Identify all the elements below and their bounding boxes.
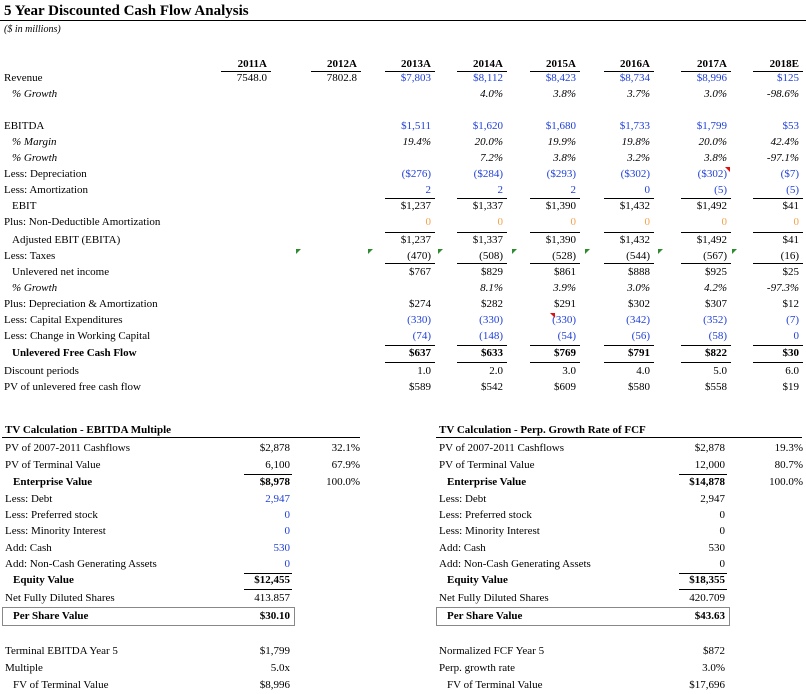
cell-value: 2: [425, 184, 431, 196]
tv-row-value: 12,000: [694, 459, 725, 471]
cell-value: 6.0: [785, 365, 799, 377]
ufcf-rule-bottom: [530, 362, 580, 363]
year-header: 2014A: [473, 58, 503, 70]
net-income-rule: [681, 263, 731, 264]
cell-value: 0: [570, 216, 576, 228]
tv-row-value: 0: [719, 509, 725, 521]
ufcf-rule-bottom: [457, 362, 507, 363]
ebita-rule: [604, 232, 654, 233]
note-marker: [512, 249, 517, 254]
row-label: Less: Amortization: [4, 184, 89, 196]
cell-value: 3.0: [562, 365, 576, 377]
cell-value: $1,390: [545, 234, 576, 246]
tv-row-label: Equity Value: [447, 574, 508, 586]
cell-value: 19.8%: [621, 136, 650, 148]
cell-value: 1.0: [417, 365, 431, 377]
tv-header-underline: [436, 437, 802, 438]
terminal-label: Normalized FCF Year 5: [439, 645, 545, 657]
cell-value: 3.0%: [627, 282, 650, 294]
cell-value: 7802.8: [326, 72, 357, 84]
row-label: % Growth: [12, 152, 58, 164]
tv-row-value: 2,947: [700, 493, 725, 505]
tv-row-value: 0: [719, 558, 725, 570]
cell-value: $125: [777, 72, 799, 84]
cell-value: $282: [481, 298, 503, 310]
year-header: 2016A: [620, 58, 650, 70]
terminal-value: $872: [703, 645, 725, 657]
ebita-rule: [530, 232, 580, 233]
tv-row-label: Per Share Value: [447, 610, 523, 622]
row-label: Discount periods: [4, 365, 79, 377]
cell-value: $1,390: [545, 200, 576, 212]
per-share-box: [2, 607, 295, 626]
cell-value: $767: [409, 266, 431, 278]
cell-value: (7): [786, 314, 799, 326]
cell-value: (148): [479, 330, 503, 342]
cell-value: ($276): [401, 168, 431, 180]
cell-value: $633: [481, 347, 503, 359]
ufcf-rule-top: [385, 345, 435, 346]
ufcf-rule-bottom: [385, 362, 435, 363]
cell-value: (352): [703, 314, 727, 326]
sheet-subtitle: ($ in millions): [4, 24, 61, 35]
ufcf-rule-bottom: [753, 362, 803, 363]
terminal-value: $8,996: [259, 679, 290, 691]
equity-rule: [679, 573, 727, 574]
cell-value: $53: [782, 120, 799, 132]
cell-value: ($293): [546, 168, 576, 180]
ufcf-rule-top: [753, 345, 803, 346]
cell-value: $7,803: [400, 72, 431, 84]
tv-row-value: 0: [284, 509, 290, 521]
cell-value: ($284): [473, 168, 503, 180]
cell-value: $925: [705, 266, 727, 278]
terminal-value: 5.0x: [270, 662, 290, 674]
tv-row-value: 0: [719, 525, 725, 537]
equity-rule-2: [679, 589, 727, 590]
tv-row-value: 530: [708, 542, 725, 554]
cell-value: (74): [412, 330, 431, 342]
row-label: Revenue: [4, 72, 43, 84]
cell-value: 7548.0: [236, 72, 267, 84]
cell-value: $1,337: [472, 200, 503, 212]
terminal-label: Multiple: [5, 662, 43, 674]
cell-value: $302: [628, 298, 650, 310]
terminal-value: 3.0%: [702, 662, 725, 674]
cell-value: 8.1%: [480, 282, 503, 294]
tv-row-value: $12,455: [254, 574, 290, 586]
tv-row-label: PV of Terminal Value: [5, 459, 101, 471]
row-label: Less: Capital Expenditures: [4, 314, 123, 326]
cell-value: (508): [479, 250, 503, 262]
terminal-label: FV of Terminal Value: [447, 679, 543, 691]
cell-value: (330): [552, 314, 576, 326]
note-marker: [438, 249, 443, 254]
cell-value: 4.0: [636, 365, 650, 377]
ufcf-rule-bottom: [681, 362, 731, 363]
terminal-value: $1,799: [259, 645, 290, 657]
note-marker: [368, 249, 373, 254]
tv-row-value: $43.63: [694, 610, 725, 622]
tv-row-pct: 19.3%: [774, 442, 803, 454]
cell-value: $558: [705, 381, 727, 393]
cell-value: $1,680: [545, 120, 576, 132]
row-label: Unlevered Free Cash Flow: [12, 347, 137, 359]
title-underline: [0, 20, 806, 21]
ufcf-rule-top: [530, 345, 580, 346]
cell-value: $580: [628, 381, 650, 393]
cell-value: $822: [705, 347, 727, 359]
per-share-box: [436, 607, 730, 626]
cell-value: $12: [782, 298, 799, 310]
cell-value: 19.9%: [547, 136, 576, 148]
cell-value: $41: [782, 200, 799, 212]
tv-row-label: Less: Preferred stock: [5, 509, 98, 521]
tv-row-label: Less: Debt: [439, 493, 487, 505]
tv-row-value: $2,878: [694, 442, 725, 454]
year-header: 2018E: [769, 58, 799, 70]
cell-value: 0: [793, 330, 799, 342]
cell-value: $19: [782, 381, 799, 393]
year-header: 2015A: [546, 58, 576, 70]
cell-value: 0: [644, 184, 650, 196]
tv-header: TV Calculation - Perp. Growth Rate of FCF: [439, 424, 646, 436]
cell-value: (5): [786, 184, 799, 196]
equity-rule: [244, 573, 292, 574]
cell-value: 0: [793, 216, 799, 228]
cell-value: $307: [705, 298, 727, 310]
cell-value: 2: [570, 184, 576, 196]
cell-value: $274: [409, 298, 431, 310]
tv-row-value: $30.10: [259, 610, 290, 622]
cell-value: $542: [481, 381, 503, 393]
year-header: 2011A: [237, 58, 267, 70]
cell-value: $41: [782, 234, 799, 246]
cell-value: 3.9%: [553, 282, 576, 294]
ebita-rule: [385, 232, 435, 233]
row-label: Unlevered net income: [12, 266, 110, 278]
cell-value: (16): [780, 250, 799, 262]
terminal-label: FV of Terminal Value: [13, 679, 109, 691]
cell-value: $861: [554, 266, 576, 278]
row-label: Less: Depreciation: [4, 168, 87, 180]
tv-row-label: Add: Non-Cash Generating Assets: [439, 558, 591, 570]
tv-row-label: Add: Non-Cash Generating Assets: [5, 558, 157, 570]
tv-header: TV Calculation - EBITDA Multiple: [5, 424, 172, 436]
cell-value: $25: [782, 266, 799, 278]
row-label: % Margin: [12, 136, 57, 148]
cell-value: 2.0: [489, 365, 503, 377]
cell-value: $1,432: [619, 200, 650, 212]
cell-value: $1,337: [472, 234, 503, 246]
cell-value: 20.0%: [698, 136, 727, 148]
note-marker: [585, 249, 590, 254]
cell-value: 0: [644, 216, 650, 228]
cell-value: (567): [703, 250, 727, 262]
net-income-rule: [530, 263, 580, 264]
cell-value: 0: [721, 216, 727, 228]
note-marker: [296, 249, 301, 254]
tv-row-label: Less: Debt: [5, 493, 53, 505]
cell-value: $8,996: [696, 72, 727, 84]
ebit-rule: [385, 198, 435, 199]
ev-rule: [679, 474, 727, 475]
row-label: Less: Change in Working Capital: [4, 330, 151, 342]
tv-row-value: 2,947: [265, 493, 290, 505]
cell-value: (58): [708, 330, 727, 342]
cell-value: $8,112: [473, 72, 503, 84]
cell-value: (528): [552, 250, 576, 262]
tv-row-value: $2,878: [259, 442, 290, 454]
cell-value: $1,492: [696, 234, 727, 246]
tv-row-label: Less: Minority Interest: [5, 525, 106, 537]
cell-value: $589: [409, 381, 431, 393]
note-marker: [658, 249, 663, 254]
tv-row-pct: 100.0%: [769, 476, 803, 488]
cell-value: $769: [554, 347, 576, 359]
net-income-rule: [604, 263, 654, 264]
cell-value: $30: [782, 347, 799, 359]
ebit-rule: [530, 198, 580, 199]
ebita-rule: [753, 232, 803, 233]
row-label: Plus: Depreciation & Amortization: [4, 298, 158, 310]
cell-value: (54): [557, 330, 576, 342]
cell-value: -97.1%: [766, 152, 799, 164]
tv-row-label: Per Share Value: [13, 610, 89, 622]
ebita-rule: [681, 232, 731, 233]
cell-value: -98.6%: [766, 88, 799, 100]
ebit-rule: [753, 198, 803, 199]
ev-rule: [244, 474, 292, 475]
tv-row-value: $8,978: [259, 476, 290, 488]
tv-row-pct: 80.7%: [774, 459, 803, 471]
row-label: % Growth: [12, 282, 58, 294]
ebit-rule: [457, 198, 507, 199]
ufcf-rule-bottom: [604, 362, 654, 363]
cell-value: 0: [425, 216, 431, 228]
tv-row-label: Equity Value: [13, 574, 74, 586]
cell-value: (330): [407, 314, 431, 326]
terminal-value: $17,696: [689, 679, 725, 691]
cell-value: 19.4%: [402, 136, 431, 148]
tv-row-label: PV of Terminal Value: [439, 459, 535, 471]
tv-row-value: 413.857: [254, 592, 290, 604]
cell-value: $1,620: [472, 120, 503, 132]
cell-value: $1,511: [401, 120, 431, 132]
row-label: PV of unlevered free cash flow: [4, 381, 141, 393]
tv-row-label: Add: Cash: [439, 542, 486, 554]
tv-row-value: 6,100: [265, 459, 290, 471]
cell-value: 4.2%: [704, 282, 727, 294]
tv-row-pct: 100.0%: [326, 476, 360, 488]
tv-row-pct: 32.1%: [331, 442, 360, 454]
tv-row-label: Less: Minority Interest: [439, 525, 540, 537]
tv-row-value: 0: [284, 525, 290, 537]
row-label: Less: Taxes: [4, 250, 56, 262]
cell-value: -97.3%: [766, 282, 799, 294]
cell-value: ($302): [697, 168, 727, 180]
cell-value: 2: [497, 184, 503, 196]
tv-row-label: Net Fully Diluted Shares: [5, 592, 115, 604]
cell-value: 0: [497, 216, 503, 228]
tv-row-value: 420.709: [689, 592, 725, 604]
cell-value: $609: [554, 381, 576, 393]
cell-value: 42.4%: [770, 136, 799, 148]
ebit-rule: [604, 198, 654, 199]
cell-value: 4.0%: [480, 88, 503, 100]
cell-value: (330): [479, 314, 503, 326]
cell-value: (5): [714, 184, 727, 196]
net-income-rule: [753, 263, 803, 264]
cell-value: 20.0%: [474, 136, 503, 148]
sheet-title: 5 Year Discounted Cash Flow Analysis: [4, 3, 249, 19]
row-label: % Growth: [12, 88, 58, 100]
terminal-label: Perp. growth rate: [439, 662, 516, 674]
ufcf-rule-top: [604, 345, 654, 346]
tv-row-label: Add: Cash: [5, 542, 52, 554]
tv-row-label: Net Fully Diluted Shares: [439, 592, 549, 604]
cell-value: 3.7%: [627, 88, 650, 100]
year-header: 2013A: [401, 58, 431, 70]
row-label: Plus: Non-Deductible Amortization: [4, 216, 161, 228]
tv-row-pct: 67.9%: [331, 459, 360, 471]
tv-row-label: Enterprise Value: [13, 476, 93, 488]
row-label: Adjusted EBIT (EBITA): [12, 234, 121, 246]
comment-marker: [725, 167, 730, 172]
cell-value: $1,237: [400, 200, 431, 212]
tv-row-value: 530: [273, 542, 290, 554]
cell-value: ($7): [780, 168, 799, 180]
net-income-rule: [385, 263, 435, 264]
ufcf-rule-top: [681, 345, 731, 346]
equity-rule-2: [244, 589, 292, 590]
cell-value: $1,432: [619, 234, 650, 246]
terminal-label: Terminal EBITDA Year 5: [5, 645, 118, 657]
tv-row-value: $14,878: [689, 476, 725, 488]
cell-value: (470): [407, 250, 431, 262]
tv-row-value: $18,355: [689, 574, 725, 586]
cell-value: 3.8%: [553, 88, 576, 100]
cell-value: (56): [631, 330, 650, 342]
row-label: EBITDA: [4, 120, 45, 132]
cell-value: $1,799: [696, 120, 727, 132]
tv-row-label: Less: Preferred stock: [439, 509, 532, 521]
cell-value: 3.8%: [704, 152, 727, 164]
cell-value: 7.2%: [480, 152, 503, 164]
tv-header-underline: [2, 437, 360, 438]
cell-value: $1,492: [696, 200, 727, 212]
cell-value: (342): [626, 314, 650, 326]
tv-row-label: Enterprise Value: [447, 476, 527, 488]
cell-value: 3.8%: [553, 152, 576, 164]
cell-value: (544): [626, 250, 650, 262]
row-label: EBIT: [12, 200, 37, 212]
note-marker: [732, 249, 737, 254]
cell-value: 5.0: [713, 365, 727, 377]
cell-value: $637: [409, 347, 431, 359]
year-header: 2012A: [327, 58, 357, 70]
net-income-rule: [457, 263, 507, 264]
cell-value: $291: [554, 298, 576, 310]
cell-value: 3.2%: [627, 152, 650, 164]
tv-row-label: PV of 2007-2011 Cashflows: [5, 442, 130, 454]
cell-value: ($302): [620, 168, 650, 180]
tv-row-value: 0: [284, 558, 290, 570]
ebit-rule: [681, 198, 731, 199]
cell-value: $1,733: [619, 120, 650, 132]
cell-value: 3.0%: [704, 88, 727, 100]
cell-value: $8,734: [619, 72, 650, 84]
tv-row-label: PV of 2007-2011 Cashflows: [439, 442, 564, 454]
cell-value: $888: [628, 266, 650, 278]
cell-value: $791: [628, 347, 650, 359]
ufcf-rule-top: [457, 345, 507, 346]
year-header: 2017A: [697, 58, 727, 70]
cell-value: $829: [481, 266, 503, 278]
cell-value: $1,237: [400, 234, 431, 246]
ebita-rule: [457, 232, 507, 233]
cell-value: $8,423: [545, 72, 576, 84]
comment-marker: [550, 313, 555, 318]
